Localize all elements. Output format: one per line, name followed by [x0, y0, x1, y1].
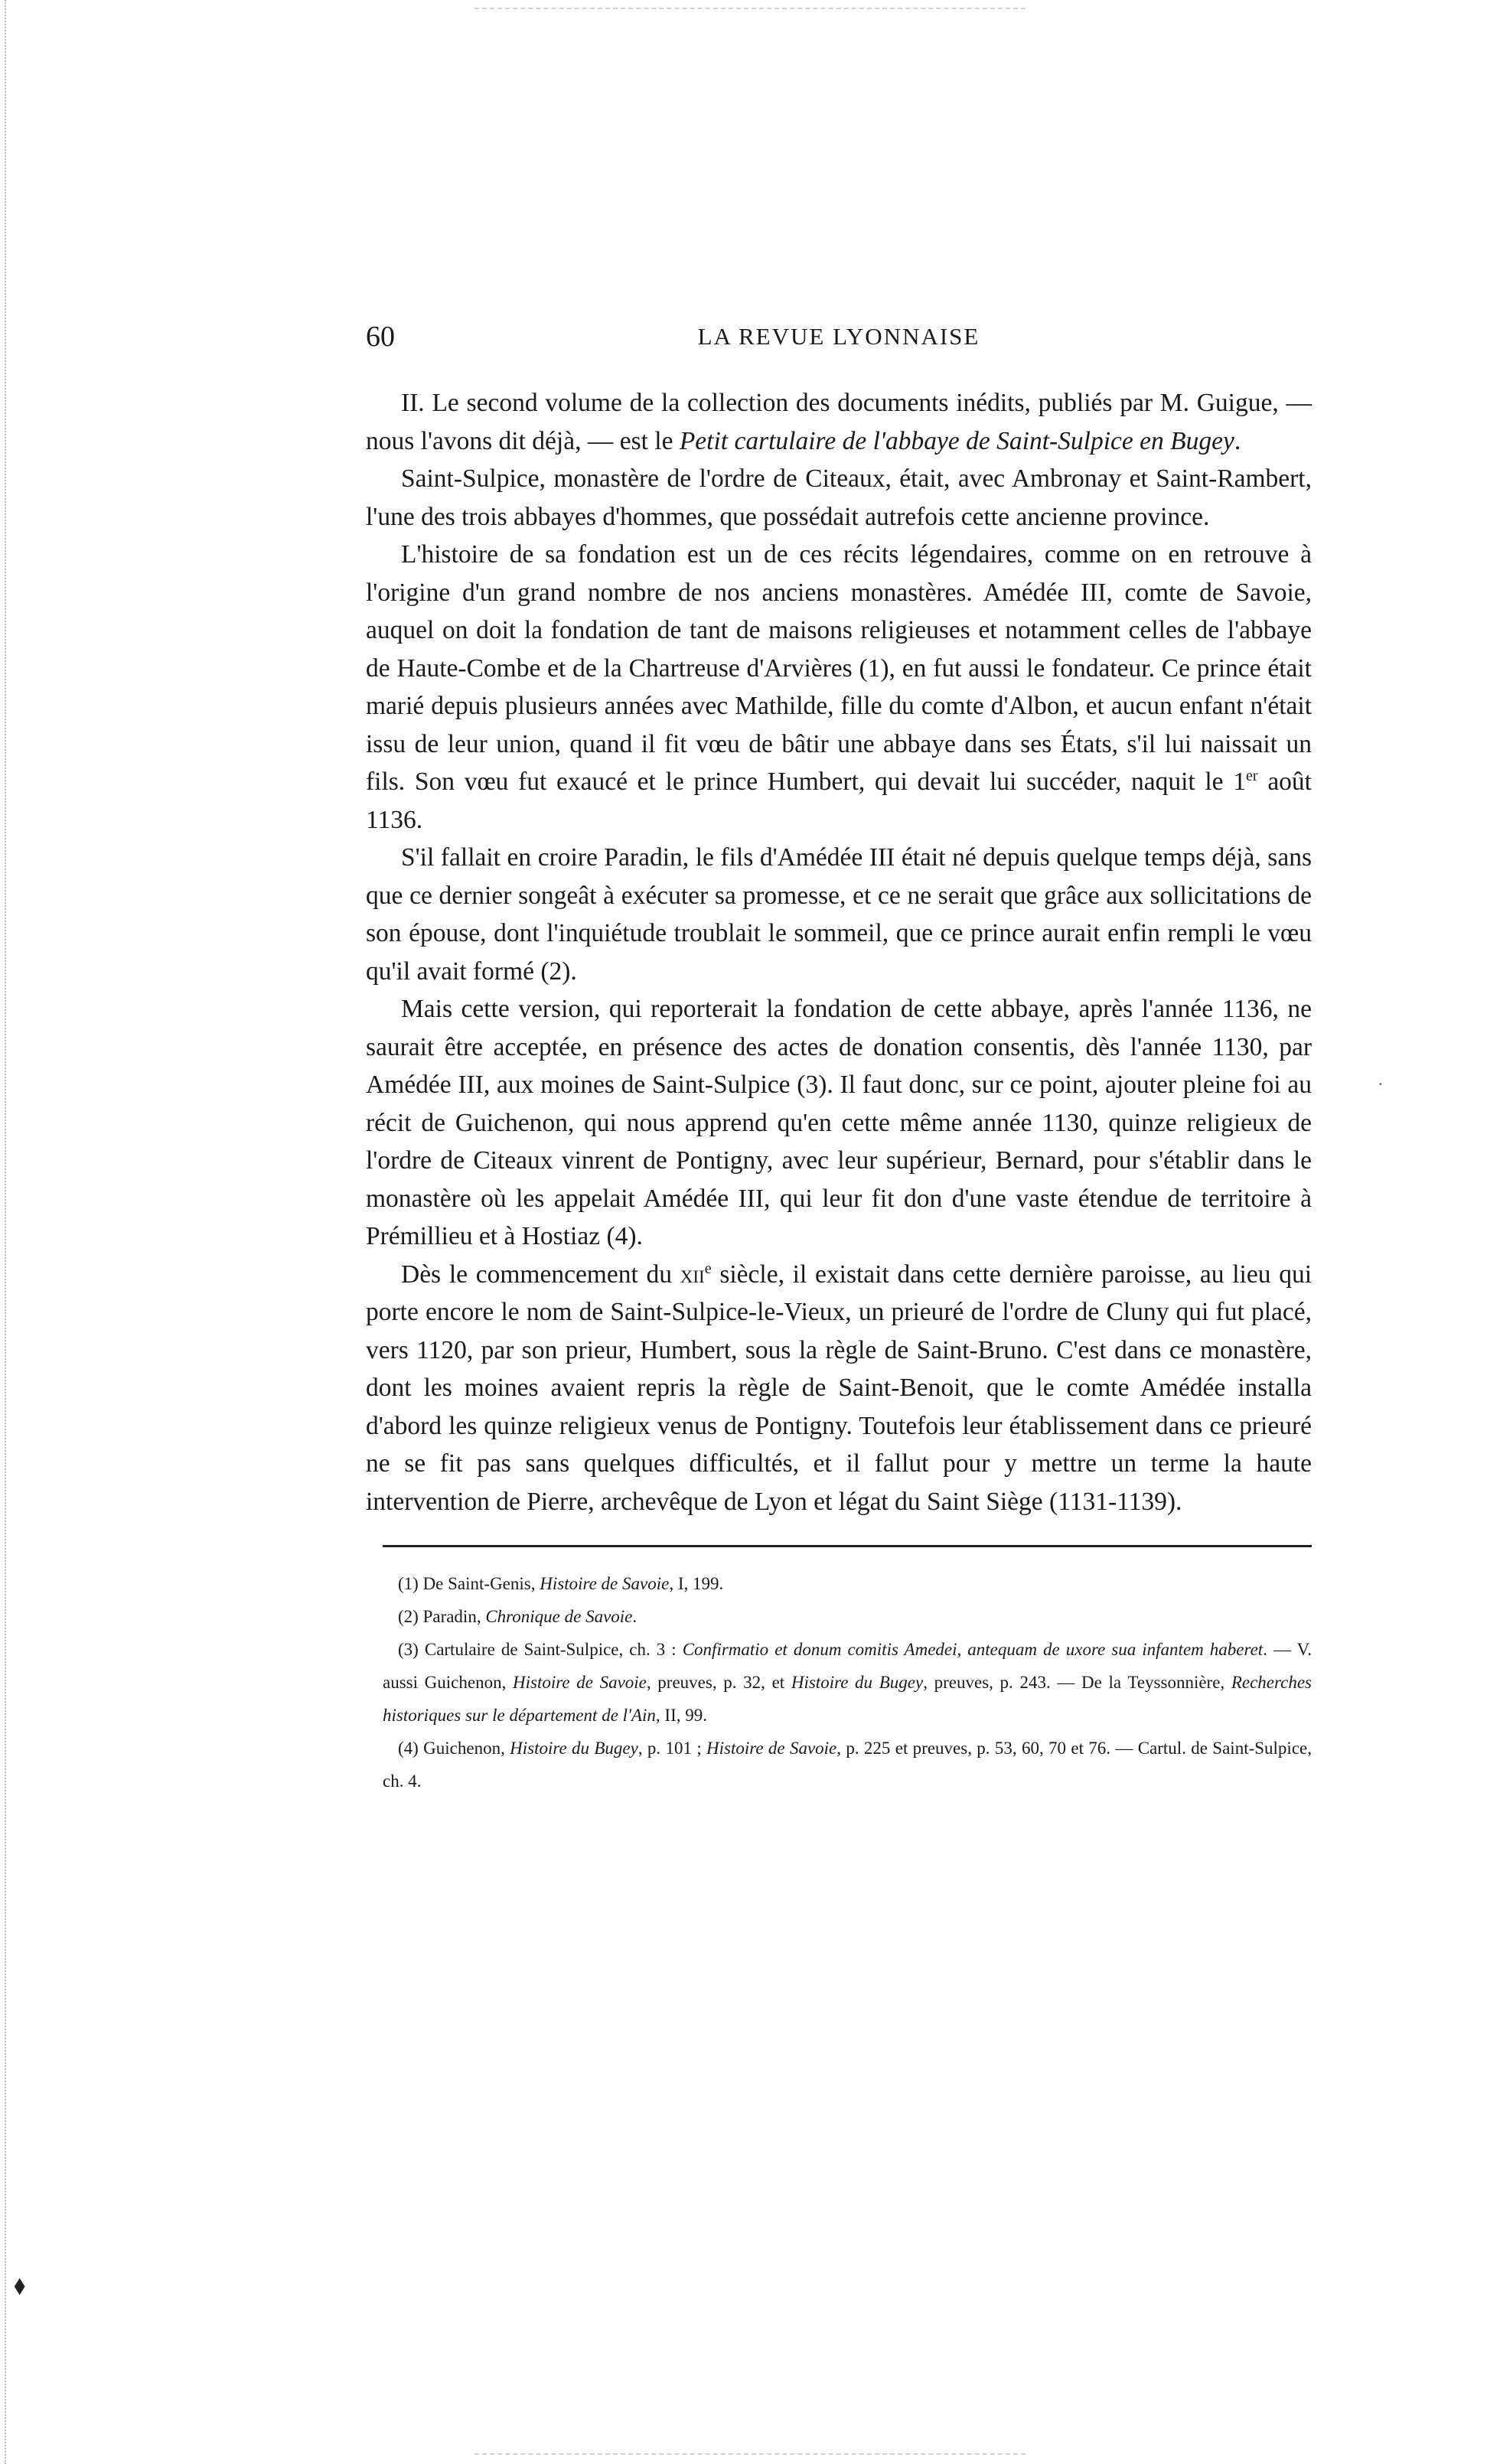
footnote-3-text-e: , II, 99.: [655, 1706, 707, 1725]
footnote-4: [383, 1732, 1312, 1797]
edge-mark-icon: ⬧: [14, 2271, 26, 2299]
running-title: LA REVUE LYONNAISE: [697, 323, 980, 350]
footnote-3-text-b: . — V. aussi Guichenon,: [383, 1640, 1312, 1692]
scan-bottom-edge: [474, 2453, 1026, 2455]
paragraph-5: Mais cette version, qui reporterait la fondation de cette abbaye, après l'année 1136, ne saurait être acceptée, en présence des actes de donation consentis, dès l'année 1130, par Amédée III, aux moines de Saint-Sulpice (3). Il faut donc, sur ce point, ajouter pleine foi au récit de Guichenon, qui nous apprend qu'en cette même année 1130, quinze religieux de l'ordre de Citeaux vinrent de Pontigny, avec leur supérieur, Bernard, pour s'établir dans le monastère où les appelait Amédée III, qui leur fit don d'une vaste étendue de territoire à Prémillieu et à Hostiaz (4).: [366, 995, 1312, 1250]
page-header: [366, 320, 1312, 366]
footnote-4-title-2: Histoire de Savoie: [706, 1739, 837, 1758]
footnote-3-text-d: , preuves, p. 243. — De la Teyssonnière,: [923, 1673, 1231, 1692]
footnote-3-title-3: Recherches historiques sur le département de l'Ain: [383, 1673, 1312, 1725]
paragraph-3-text: L'histoire de sa fondation est un de ces récits légendaires, comme on en retrouve à l'origine d'un grand nombre de nos anciens monastères. Amédée III, comte de Savoie, auquel on doit la fondation de tant de maisons religieuses et notamment celles de l'abbaye de Haute-Combe et de la Chartreuse d'Arvières (1), en fut aussi le fondateur. Ce prince était marié depuis plusieurs années avec Mathilde, fille du comte d'Albon, et aucun enfant n'était issu de leur union, quand il fit vœu de bâtir une abbaye dans ses États, s'il lui naissait un fils. Son vœu fut exaucé et le prince Humbert, qui devait lui succéder, naquit le 1: [366, 540, 1312, 796]
body-text: [366, 384, 1312, 1520]
footnote-3-title-2: Histoire du Bugey: [791, 1673, 924, 1692]
paragraph-3-end: août 1136.: [366, 768, 1312, 834]
paragraph-1-end: .: [1234, 426, 1241, 455]
paragraph-3-superscript: er: [1246, 767, 1258, 784]
footnote-2: [383, 1600, 1312, 1633]
margin-dot: ·: [1378, 1074, 1384, 1093]
footnote-3-quote: Confirmatio et donum comitis Amedei, antequam de uxore sua infantem haberet: [682, 1640, 1264, 1659]
paragraph-1: [366, 384, 1312, 460]
footnote-2-end: .: [632, 1607, 638, 1626]
footnote-3: [383, 1633, 1312, 1732]
scan-left-edge: [0, 0, 6, 2464]
scan-top-edge: [474, 8, 1026, 9]
footnotes: [366, 1567, 1312, 1797]
paragraph-6: [366, 1256, 1312, 1521]
footnote-3-text-a: (3) Cartulaire de Saint-Sulpice, ch. 3 :: [398, 1640, 683, 1659]
paragraph-1-title: Petit cartulaire de l'abbaye de Saint-Sulpice en Bugey: [679, 426, 1234, 455]
footnote-2-text: (2) Paradin,: [398, 1607, 486, 1626]
paragraph-2: Saint-Sulpice, monastère de l'ordre de Citeaux, était, avec Ambronay et Saint-Rambert, l'une des trois abbayes d'hommes, que possédait autrefois cette ancienne province.: [366, 464, 1312, 531]
footnote-3-title-1: Histoire de Savoie: [513, 1673, 647, 1692]
paragraph-6-superscript: e: [704, 1260, 712, 1277]
paragraph-6-century: xii: [680, 1260, 705, 1289]
paragraph-1-text: II. Le second volume de la collection des documents inédits, publiés par M. Guigue, — nous l'avons dit déjà, — est le: [366, 389, 1312, 455]
document-page: [366, 320, 1312, 1797]
paragraph-4: S'il fallait en croire Paradin, le fils d'Amédée III était né depuis quelque temps déjà, sans que ce dernier songeât à exécuter sa promesse, et ce ne serait que grâce aux sollicitations de son épouse, dont l'inquiétude troublait le sommeil, que ce prince aurait enfin rempli le vœu qu'il avait formé (2).: [366, 843, 1312, 986]
page-number: 60: [366, 321, 395, 353]
footnote-1: [383, 1567, 1312, 1600]
footnote-4-text-a: (4) Guichenon,: [398, 1739, 510, 1758]
footnote-1-end: , I, 199.: [669, 1574, 724, 1593]
paragraph-6-end: siècle, il existait dans cette dernière paroisse, au lieu qui porte encore le nom de Saint-Sulpice-le-Vieux, un prieuré de l'ordre de Cluny qui fut placé, vers 1120, par son prieur, Humbert, sous la règle de Saint-Bruno. C'est dans ce monastère, dont les moines avaient repris la règle de Saint-Benoit, que le comte Amédée installa d'abord les quinze religieux venus de Pontigny. Toutefois leur établissement dans ce prieuré ne se fit pas sans quelques difficultés, et il fallut pour y mettre un terme la haute intervention de Pierre, archevêque de Lyon et légat du Saint Siège (1131-1139).: [366, 1260, 1312, 1516]
footnote-4-text-c: , p. 225 et preuves, p. 53, 60, 70 et 76. — Cartul. de Saint-Sulpice, ch. 4.: [383, 1739, 1312, 1791]
footnote-2-title: Chronique de Savoie: [485, 1607, 633, 1626]
footnote-divider: [383, 1545, 1312, 1547]
paragraph-3: [366, 536, 1312, 839]
footnote-3-text-c: , preuves, p. 32, et: [646, 1673, 791, 1692]
footnote-4-title-1: Histoire du Bugey: [510, 1739, 638, 1758]
footnote-1-title: Histoire de Savoie: [540, 1574, 670, 1593]
paragraph-6-text: Dès le commencement du: [401, 1260, 680, 1289]
footnote-4-text-b: , p. 101 ;: [638, 1739, 707, 1758]
footnote-1-text: (1) De Saint-Genis,: [398, 1574, 540, 1593]
